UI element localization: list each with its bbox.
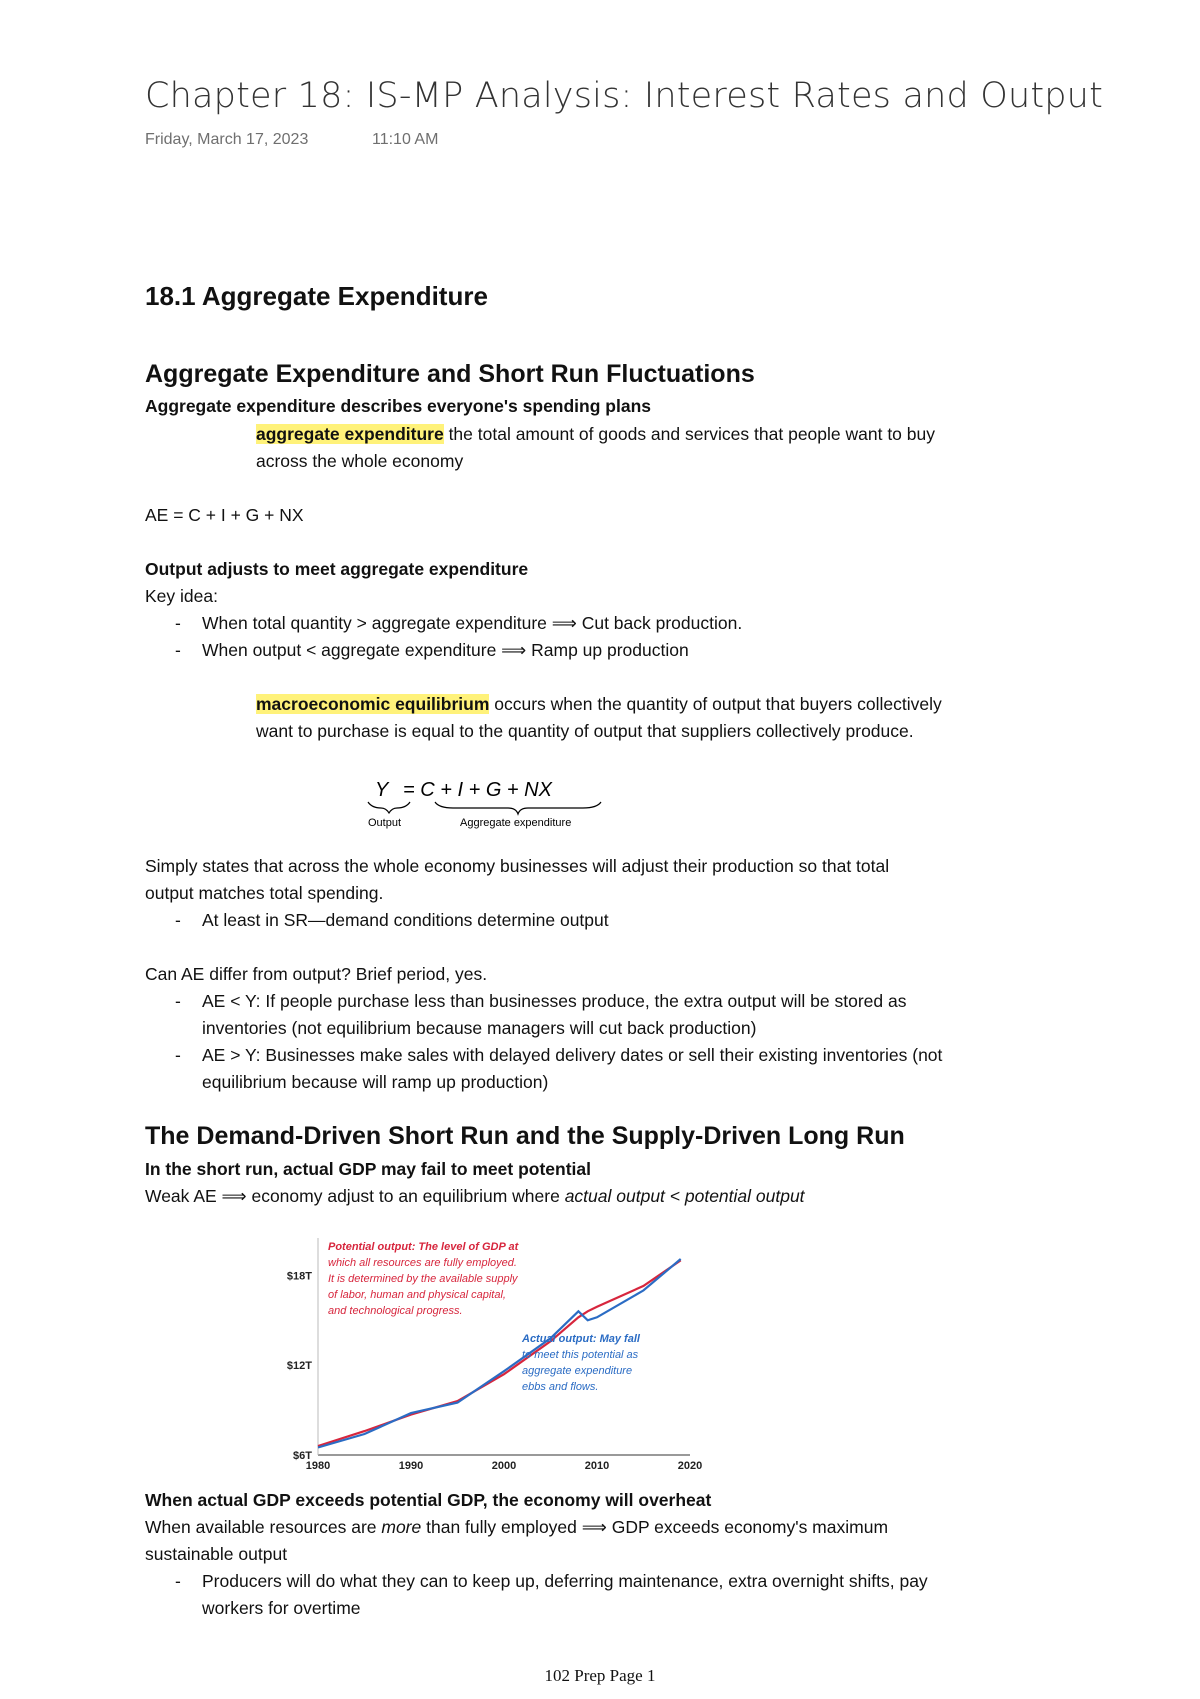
- paragraph-text: When available resources are: [145, 1517, 382, 1537]
- equation-lhs: Y: [375, 779, 389, 801]
- definition-macroeconomic-equilibrium: [256, 691, 1116, 745]
- definition-text: occurs when the quantity of output that buyers collectively: [489, 694, 942, 714]
- page-title: Chapter 18: IS-MP Analysis: Interest Rates and Output: [145, 76, 1103, 116]
- annotation-actual-line: to meet this potential as: [522, 1349, 639, 1361]
- paragraph-overheat: [145, 1514, 1095, 1568]
- annotation-potential-line: Potential output: The level of GDP at: [328, 1241, 519, 1253]
- x-tick-label: 1980: [305, 1460, 331, 1472]
- list-item-text: [202, 988, 1052, 1042]
- x-tick-label: 2010: [584, 1460, 610, 1472]
- y-tick-label: $12T: [286, 1360, 312, 1373]
- definition-text-cont: across the whole economy: [256, 451, 464, 471]
- x-tick-label: 1990: [398, 1460, 424, 1472]
- annotation-actual-line: ebbs and flows.: [522, 1381, 599, 1393]
- paragraph-line: output matches total spending.: [145, 883, 384, 903]
- definition-aggregate-expenditure: [256, 421, 1116, 475]
- y-tick-label: $6T: [293, 1450, 312, 1462]
- list-item-text: When total quantity > aggregate expenditure ⟹ Cut back production.: [202, 613, 743, 633]
- subsection-heading-ae: Aggregate Expenditure and Short Run Fluctuations: [145, 360, 755, 388]
- paragraph-weak-ae: [145, 1183, 805, 1210]
- list-item-text: [202, 1568, 1052, 1622]
- list-item-line: AE > Y: Businesses make sales with delayed delivery dates or sell their existing inventories (not: [202, 1045, 943, 1065]
- definition-text-cont: want to purchase is equal to the quantity of output that suppliers collectively produce.: [256, 721, 914, 741]
- list-item-line: inventories (not equilibrium because managers will cut back production): [202, 1018, 757, 1038]
- gdp-chart: [270, 1230, 720, 1480]
- equation-label-output: Output: [368, 817, 402, 829]
- list-item-text: When output < aggregate expenditure ⟹ Ramp up production: [202, 640, 689, 660]
- equation-label-ae: Aggregate expenditure: [460, 817, 572, 829]
- list-item-line: equilibrium because will ramp up production): [202, 1072, 549, 1092]
- list-item-line: workers for overtime: [202, 1598, 361, 1618]
- annotation-potential-line: and technological progress.: [328, 1305, 463, 1317]
- subheading-short-run: In the short run, actual GDP may fail to meet potential: [145, 1159, 592, 1179]
- y-tick-label: $18T: [286, 1270, 312, 1283]
- paragraph-simply-states: [145, 853, 1095, 907]
- bullet-dash: -: [175, 640, 181, 660]
- subheading-ae-plans: Aggregate expenditure describes everyone's spending plans: [145, 396, 651, 416]
- chart-annotations: [328, 1241, 641, 1393]
- subsection-heading-demand-supply: The Demand-Driven Short Run and the Supply-Driven Long Run: [145, 1122, 905, 1150]
- list-item-text: At least in SR—demand conditions determine output: [202, 910, 609, 930]
- paragraph-line: sustainable output: [145, 1544, 288, 1564]
- page-date: Friday, March 17, 2023: [145, 131, 309, 148]
- bullet-dash: -: [175, 991, 181, 1011]
- annotation-actual-line: Actual output: May fall: [522, 1333, 640, 1345]
- bullet-dash: -: [175, 1571, 181, 1591]
- underbrace-right: [435, 802, 601, 814]
- page-footer: 102 Prep Page 1: [544, 1666, 656, 1685]
- ae-formula: AE = C + I + G + NX: [145, 505, 304, 525]
- equation-rhs: = C + I + G + NX: [403, 779, 552, 801]
- list-item-line: AE < Y: If people purchase less than businesses produce, the extra output will be stored as: [202, 991, 907, 1011]
- paragraph-italic: actual output < potential output: [564, 1186, 805, 1206]
- bullet-dash: -: [175, 1045, 181, 1065]
- highlighted-term: aggregate expenditure: [256, 424, 444, 444]
- equilibrium-equation: [335, 770, 625, 830]
- bullet-dash: -: [175, 910, 181, 930]
- paragraph-text: Weak AE ⟹ economy adjust to an equilibrium where: [145, 1186, 565, 1206]
- section-heading-18-1: 18.1 Aggregate Expenditure: [145, 281, 488, 311]
- key-idea-label: Key idea:: [145, 586, 218, 606]
- page-time: 11:10 AM: [372, 131, 439, 148]
- paragraph-can-ae-differ: Can AE differ from output? Brief period, yes.: [145, 964, 488, 984]
- annotation-potential-line: It is determined by the available supply: [328, 1273, 518, 1285]
- definition-text: the total amount of goods and services that people want to buy: [443, 424, 935, 444]
- subheading-overheat: When actual GDP exceeds potential GDP, the economy will overheat: [145, 1490, 712, 1510]
- x-tick-label: 2000: [491, 1460, 517, 1472]
- list-item-text: [202, 1042, 1052, 1096]
- list-item-line: Producers will do what they can to keep up, deferring maintenance, extra overnight shifts, pay: [202, 1571, 928, 1591]
- annotation-potential-line: of labor, human and physical capital,: [328, 1289, 506, 1301]
- paragraph-italic: more: [381, 1517, 422, 1537]
- paragraph-line: Simply states that across the whole economy businesses will adjust their production so that total: [145, 856, 890, 876]
- underbrace-left: [368, 802, 410, 813]
- annotation-actual-line: aggregate expenditure: [522, 1365, 633, 1377]
- paragraph-text: than fully employed ⟹ GDP exceeds economy's maximum: [421, 1517, 889, 1537]
- bullet-dash: -: [175, 613, 181, 633]
- highlighted-term: macroeconomic equilibrium: [256, 694, 490, 714]
- annotation-potential-line: which all resources are fully employed.: [328, 1257, 517, 1269]
- x-tick-label: 2020: [677, 1460, 703, 1472]
- subheading-output-adjusts: Output adjusts to meet aggregate expenditure: [145, 559, 529, 579]
